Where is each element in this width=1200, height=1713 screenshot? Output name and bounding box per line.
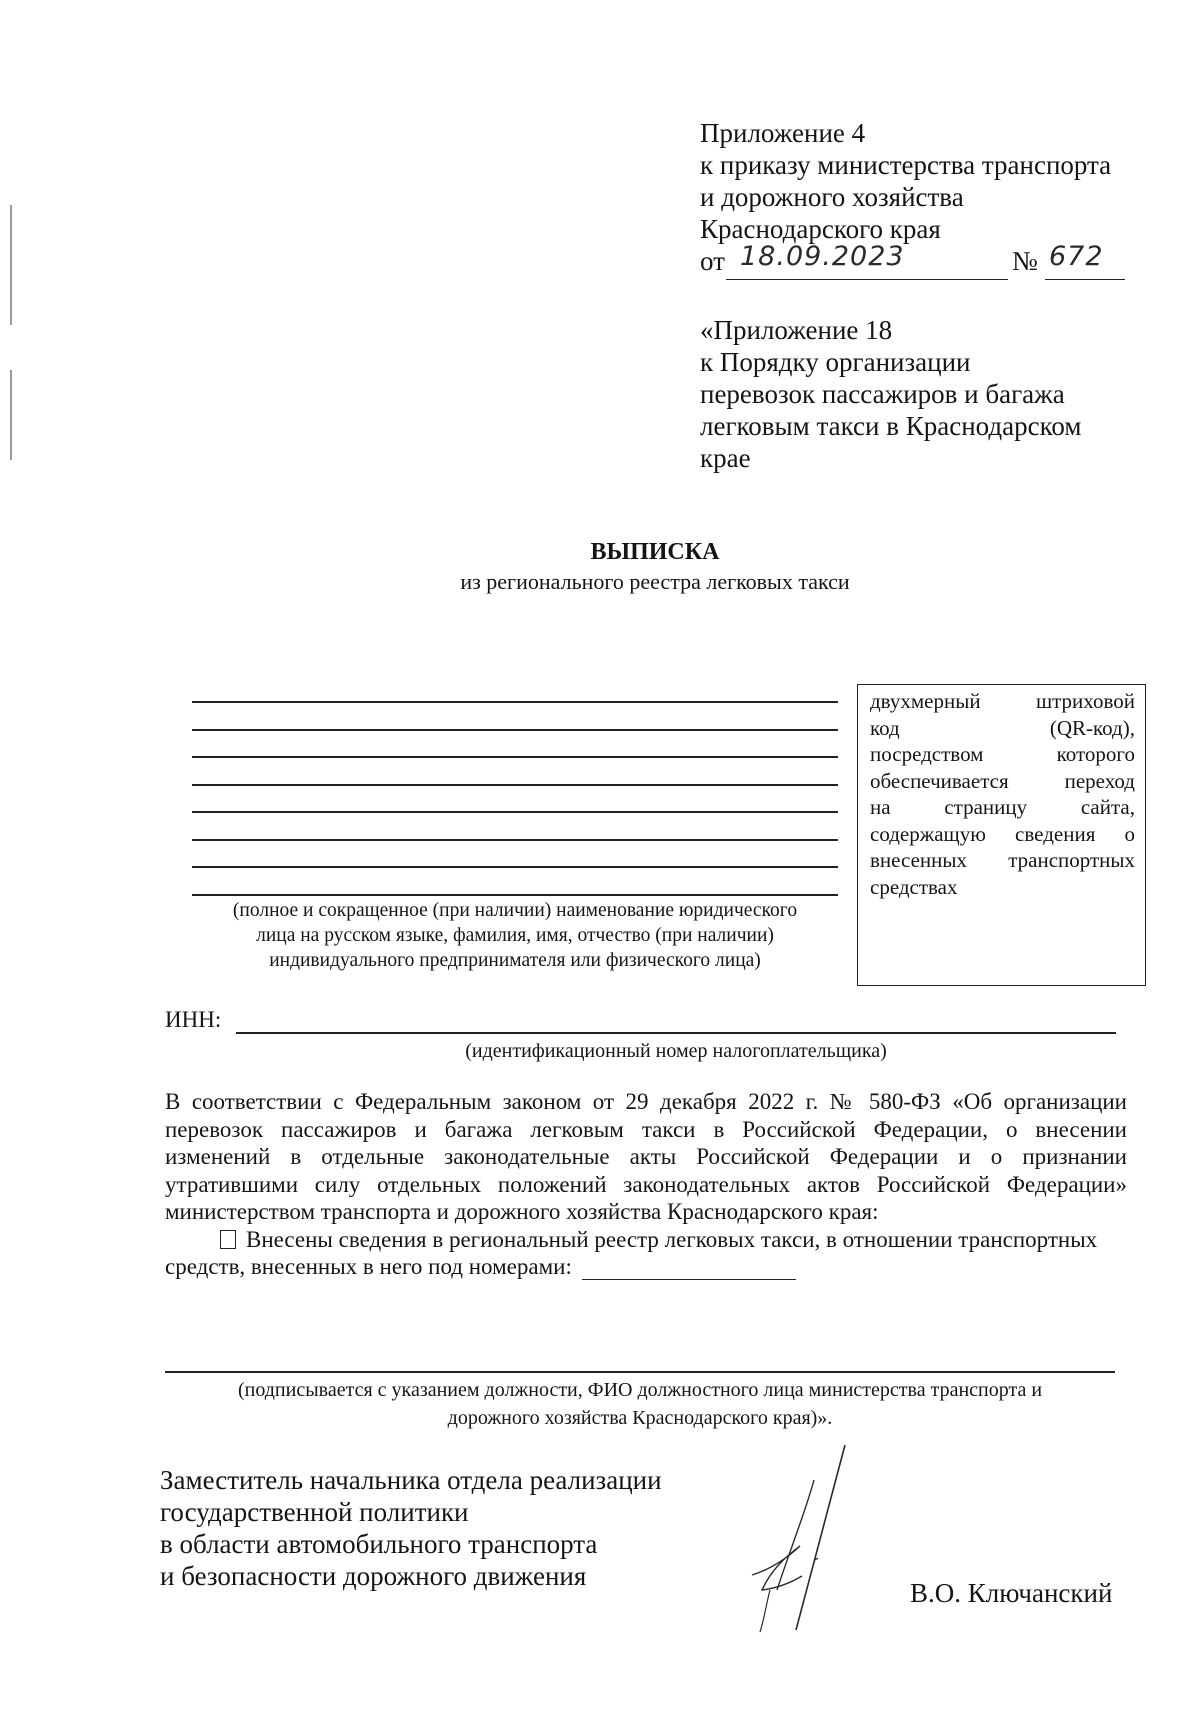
handwritten-number: 672	[1049, 241, 1104, 272]
body-line: изменений в отдельные законодательные акты Российской Федерации и о признании	[165, 1144, 1127, 1169]
caption-line: дорожного хозяйства Краснодарского края)».	[447, 1407, 833, 1429]
caption-line: лица на русском языке, фамилия, имя, отчество (при наличии)	[256, 925, 774, 946]
number-field	[1045, 241, 1125, 280]
body-line: перевозок пассажиров и багажа легковым такси в Российской Федерации, о внесении	[165, 1116, 1127, 1142]
handwritten-signature	[730, 1440, 860, 1640]
name-blank-line	[192, 894, 838, 896]
body-line: утратившими силу отдельных положений законодательных актов Российской Федерации»	[165, 1171, 1127, 1197]
qr-box-line: код (QR-код),	[870, 715, 1135, 740]
appendix-header	[700, 314, 1081, 474]
header-line: и дорожного хозяйства	[700, 182, 964, 212]
inn-blank-line	[236, 1032, 1116, 1034]
qr-box-line: двухмерный штриховой	[870, 689, 1135, 713]
appendix-line: к Порядку организации	[700, 347, 971, 377]
document-title: ВЫПИСКА	[590, 539, 720, 565]
appendix-line: крае	[700, 443, 751, 473]
body-line: министерством транспорта и дорожного хозяйства Краснодарского края:	[165, 1199, 879, 1224]
appendix-line: перевозок пассажиров и багажа	[700, 379, 1065, 409]
name-blank-line	[192, 701, 838, 703]
order-header	[700, 117, 1111, 281]
inn-caption: (идентификационный номер налогоплательщика)	[465, 1040, 887, 1062]
signatory-position	[160, 1464, 662, 1592]
caption-line: индивидуального предпринимателя или физического лица)	[269, 950, 761, 971]
signature-caption	[165, 1376, 1115, 1432]
date-prefix: от	[700, 246, 725, 276]
numbers-blank-line	[582, 1259, 796, 1280]
document-subtitle: из регионального реестра легковых такси	[460, 569, 850, 594]
appendix-line: легковым такси в Краснодарском	[700, 411, 1082, 441]
position-line: и безопасности дорожного движения	[160, 1561, 587, 1591]
date-field	[726, 241, 1008, 280]
name-blank-line	[192, 784, 838, 786]
scan-margin-mark	[10, 205, 12, 325]
name-blank-line	[192, 866, 838, 868]
handwritten-date: 18.09.2023	[740, 241, 905, 272]
scan-margin-mark	[10, 370, 12, 460]
qr-box-line: на страницу сайта,	[870, 795, 1135, 819]
name-blank-line	[192, 811, 838, 813]
qr-code-box	[857, 684, 1146, 986]
checkbox-line	[165, 1226, 1127, 1254]
qr-box-line: обеспечивается переход	[870, 768, 1135, 793]
signature-blank-line	[165, 1371, 1115, 1373]
signatory-name: В.О. Ключанский	[910, 1578, 1113, 1608]
position-line: государственной политики	[160, 1497, 469, 1527]
checkbox-icon	[220, 1230, 236, 1249]
header-line: Приложение 4	[700, 118, 866, 148]
inn-label: ИНН:	[165, 1007, 222, 1032]
header-line: к приказу министерства транспорта	[700, 150, 1112, 180]
order-date-number-line	[700, 241, 1111, 281]
position-line: в области автомобильного транспорта	[160, 1529, 598, 1559]
caption-line: (полное и сокращенное (при наличии) наименование юридического	[232, 900, 798, 921]
body-paragraph	[165, 1088, 1127, 1281]
qr-box-line: посредством которого	[870, 742, 1135, 766]
name-blank-line	[192, 839, 838, 841]
numbers-line	[165, 1253, 1127, 1281]
appendix-line: «Приложение 18	[700, 315, 893, 345]
numbers-label: средств, внесенных в него под номерами:	[165, 1254, 572, 1279]
number-prefix: №	[1012, 246, 1038, 276]
name-caption	[192, 898, 838, 973]
position-line: Заместитель начальника отдела реализации	[160, 1465, 662, 1495]
caption-line: (подписывается с указанием должности, ФИО должностного лица министерства транспорта и	[237, 1379, 1043, 1401]
body-line: В соответствии с Федеральным законом от 29 декабря 2022 г. № 580-ФЗ «Об организации	[165, 1089, 1127, 1114]
name-blank-line	[192, 729, 838, 731]
header-line: Краснодарского края	[700, 214, 941, 244]
qr-box-line: внесенных транспортных	[870, 848, 1135, 872]
qr-box-line: средствах	[870, 874, 958, 899]
checkbox-text: Внесены сведения в региональный реестр легковых такси, в отношении транспортных	[246, 1226, 1098, 1252]
qr-box-line: содержащую сведения о	[870, 821, 1135, 846]
name-blank-line	[192, 756, 838, 758]
